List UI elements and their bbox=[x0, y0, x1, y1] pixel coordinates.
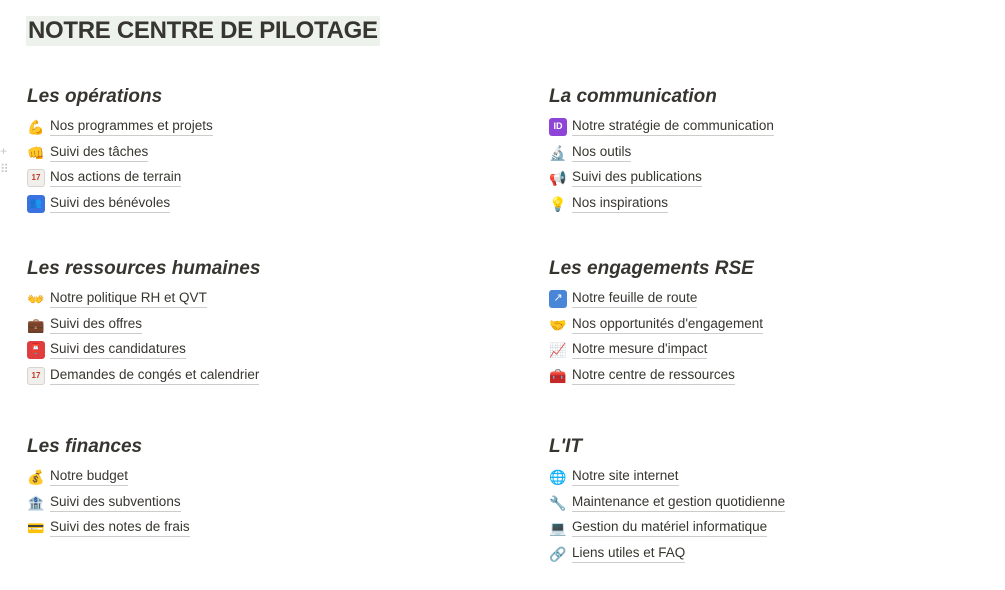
microscope-icon: 🔬 bbox=[549, 144, 567, 161]
arrow-up-right-icon: ↗ bbox=[549, 290, 567, 308]
link-label[interactable]: Liens utiles et FAQ bbox=[572, 545, 685, 563]
calendar-icon: 17 bbox=[27, 367, 45, 385]
link-candidatures[interactable] bbox=[27, 338, 427, 364]
link-label[interactable]: Nos actions de terrain bbox=[50, 169, 181, 187]
handshake-icon: 🤝 bbox=[549, 316, 567, 333]
link-label[interactable]: Gestion du matériel informatique bbox=[572, 519, 767, 537]
lightbulb-icon: 💡 bbox=[549, 196, 567, 213]
section-heading: La communication bbox=[549, 86, 717, 107]
briefcase-icon: 💼 bbox=[27, 316, 45, 333]
link-feuille-de-route[interactable] bbox=[549, 286, 949, 312]
section-heading: Les finances bbox=[27, 436, 143, 457]
link-list bbox=[27, 114, 427, 217]
link-label[interactable]: Notre stratégie de communication bbox=[572, 118, 774, 136]
section-heading: Les engagements RSE bbox=[549, 258, 754, 279]
money-bag-icon: 💰 bbox=[27, 468, 45, 485]
link-label[interactable]: Suivi des tâches bbox=[50, 144, 148, 162]
link-label[interactable]: Notre politique RH et QVT bbox=[50, 290, 207, 308]
link-maintenance[interactable] bbox=[549, 490, 949, 516]
link-conges[interactable] bbox=[27, 363, 427, 389]
link-actions-terrain[interactable] bbox=[27, 166, 427, 192]
section-rse bbox=[549, 256, 949, 389]
link-opportunites[interactable] bbox=[549, 312, 949, 338]
credit-card-icon: 💳 bbox=[27, 520, 45, 537]
open-hands-icon: 👐 bbox=[27, 290, 45, 307]
people-icon: 👥 bbox=[27, 195, 45, 213]
link-list bbox=[27, 286, 427, 389]
link-list bbox=[549, 464, 949, 567]
wrench-icon: 🔧 bbox=[549, 494, 567, 511]
link-icon: 🔗 bbox=[549, 546, 567, 563]
section-heading: Les opérations bbox=[27, 86, 163, 107]
link-list bbox=[27, 464, 427, 541]
section-heading: L'IT bbox=[549, 436, 583, 457]
page-title: NOTRE CENTRE DE PILOTAGE bbox=[28, 17, 378, 44]
bank-icon: 🏦 bbox=[27, 494, 45, 511]
link-label[interactable]: Notre feuille de route bbox=[572, 290, 697, 308]
link-programmes[interactable] bbox=[27, 114, 427, 140]
drag-handle-icon[interactable]: + ⠿ bbox=[0, 144, 11, 176]
link-outils[interactable] bbox=[549, 140, 949, 166]
globe-icon: 🌐 bbox=[549, 468, 567, 485]
link-label[interactable]: Notre budget bbox=[50, 468, 128, 486]
megaphone-icon: 📢 bbox=[549, 170, 567, 187]
link-notes-de-frais[interactable] bbox=[27, 516, 427, 542]
link-mesure-impact[interactable] bbox=[549, 338, 949, 364]
link-faq[interactable] bbox=[549, 541, 949, 567]
link-list bbox=[549, 286, 949, 389]
section-finances bbox=[27, 434, 427, 541]
link-label[interactable]: Notre site internet bbox=[572, 468, 679, 486]
laptop-icon: 💻 bbox=[549, 520, 567, 537]
mailbox-icon: 📮 bbox=[27, 341, 45, 359]
fist-bump-icon: 👊 bbox=[27, 144, 45, 161]
link-label[interactable]: Nos opportunités d'engagement bbox=[572, 316, 763, 334]
link-materiel[interactable] bbox=[549, 516, 949, 542]
section-communication bbox=[549, 84, 949, 217]
link-label[interactable]: Suivi des candidatures bbox=[50, 341, 186, 359]
section-it bbox=[549, 434, 949, 567]
calendar-icon: 17 bbox=[27, 169, 45, 187]
link-label[interactable]: Suivi des bénévoles bbox=[50, 195, 170, 213]
link-inspirations[interactable] bbox=[549, 191, 949, 217]
link-label[interactable]: Nos outils bbox=[572, 144, 631, 162]
flexed-biceps-icon: 💪 bbox=[27, 118, 45, 135]
id-badge-icon: ID bbox=[549, 118, 567, 136]
link-strategie-com[interactable] bbox=[549, 114, 949, 140]
link-label[interactable]: Maintenance et gestion quotidienne bbox=[572, 494, 785, 512]
link-taches[interactable] bbox=[27, 140, 427, 166]
link-centre-ressources[interactable] bbox=[549, 363, 949, 389]
link-label[interactable]: Suivi des offres bbox=[50, 316, 142, 334]
link-label[interactable]: Nos inspirations bbox=[572, 195, 668, 213]
section-rh bbox=[27, 256, 427, 389]
link-subventions[interactable] bbox=[27, 490, 427, 516]
link-budget[interactable] bbox=[27, 464, 427, 490]
link-site-internet[interactable] bbox=[549, 464, 949, 490]
link-offres[interactable] bbox=[27, 312, 427, 338]
link-benevoles[interactable] bbox=[27, 191, 427, 217]
link-label[interactable]: Demandes de congés et calendrier bbox=[50, 367, 259, 385]
section-operations bbox=[27, 84, 427, 217]
section-heading: Les ressources humaines bbox=[27, 258, 261, 279]
link-publications[interactable] bbox=[549, 166, 949, 192]
link-label[interactable]: Notre centre de ressources bbox=[572, 367, 735, 385]
link-politique-rh[interactable] bbox=[27, 286, 427, 312]
link-label[interactable]: Notre mesure d'impact bbox=[572, 341, 707, 359]
link-label[interactable]: Suivi des notes de frais bbox=[50, 519, 190, 537]
toolbox-icon: 🧰 bbox=[549, 368, 567, 385]
link-label[interactable]: Nos programmes et projets bbox=[50, 118, 213, 136]
chart-increasing-icon: 📈 bbox=[549, 342, 567, 359]
link-label[interactable]: Suivi des publications bbox=[572, 169, 702, 187]
link-list bbox=[549, 114, 949, 217]
link-label[interactable]: Suivi des subventions bbox=[50, 494, 181, 512]
